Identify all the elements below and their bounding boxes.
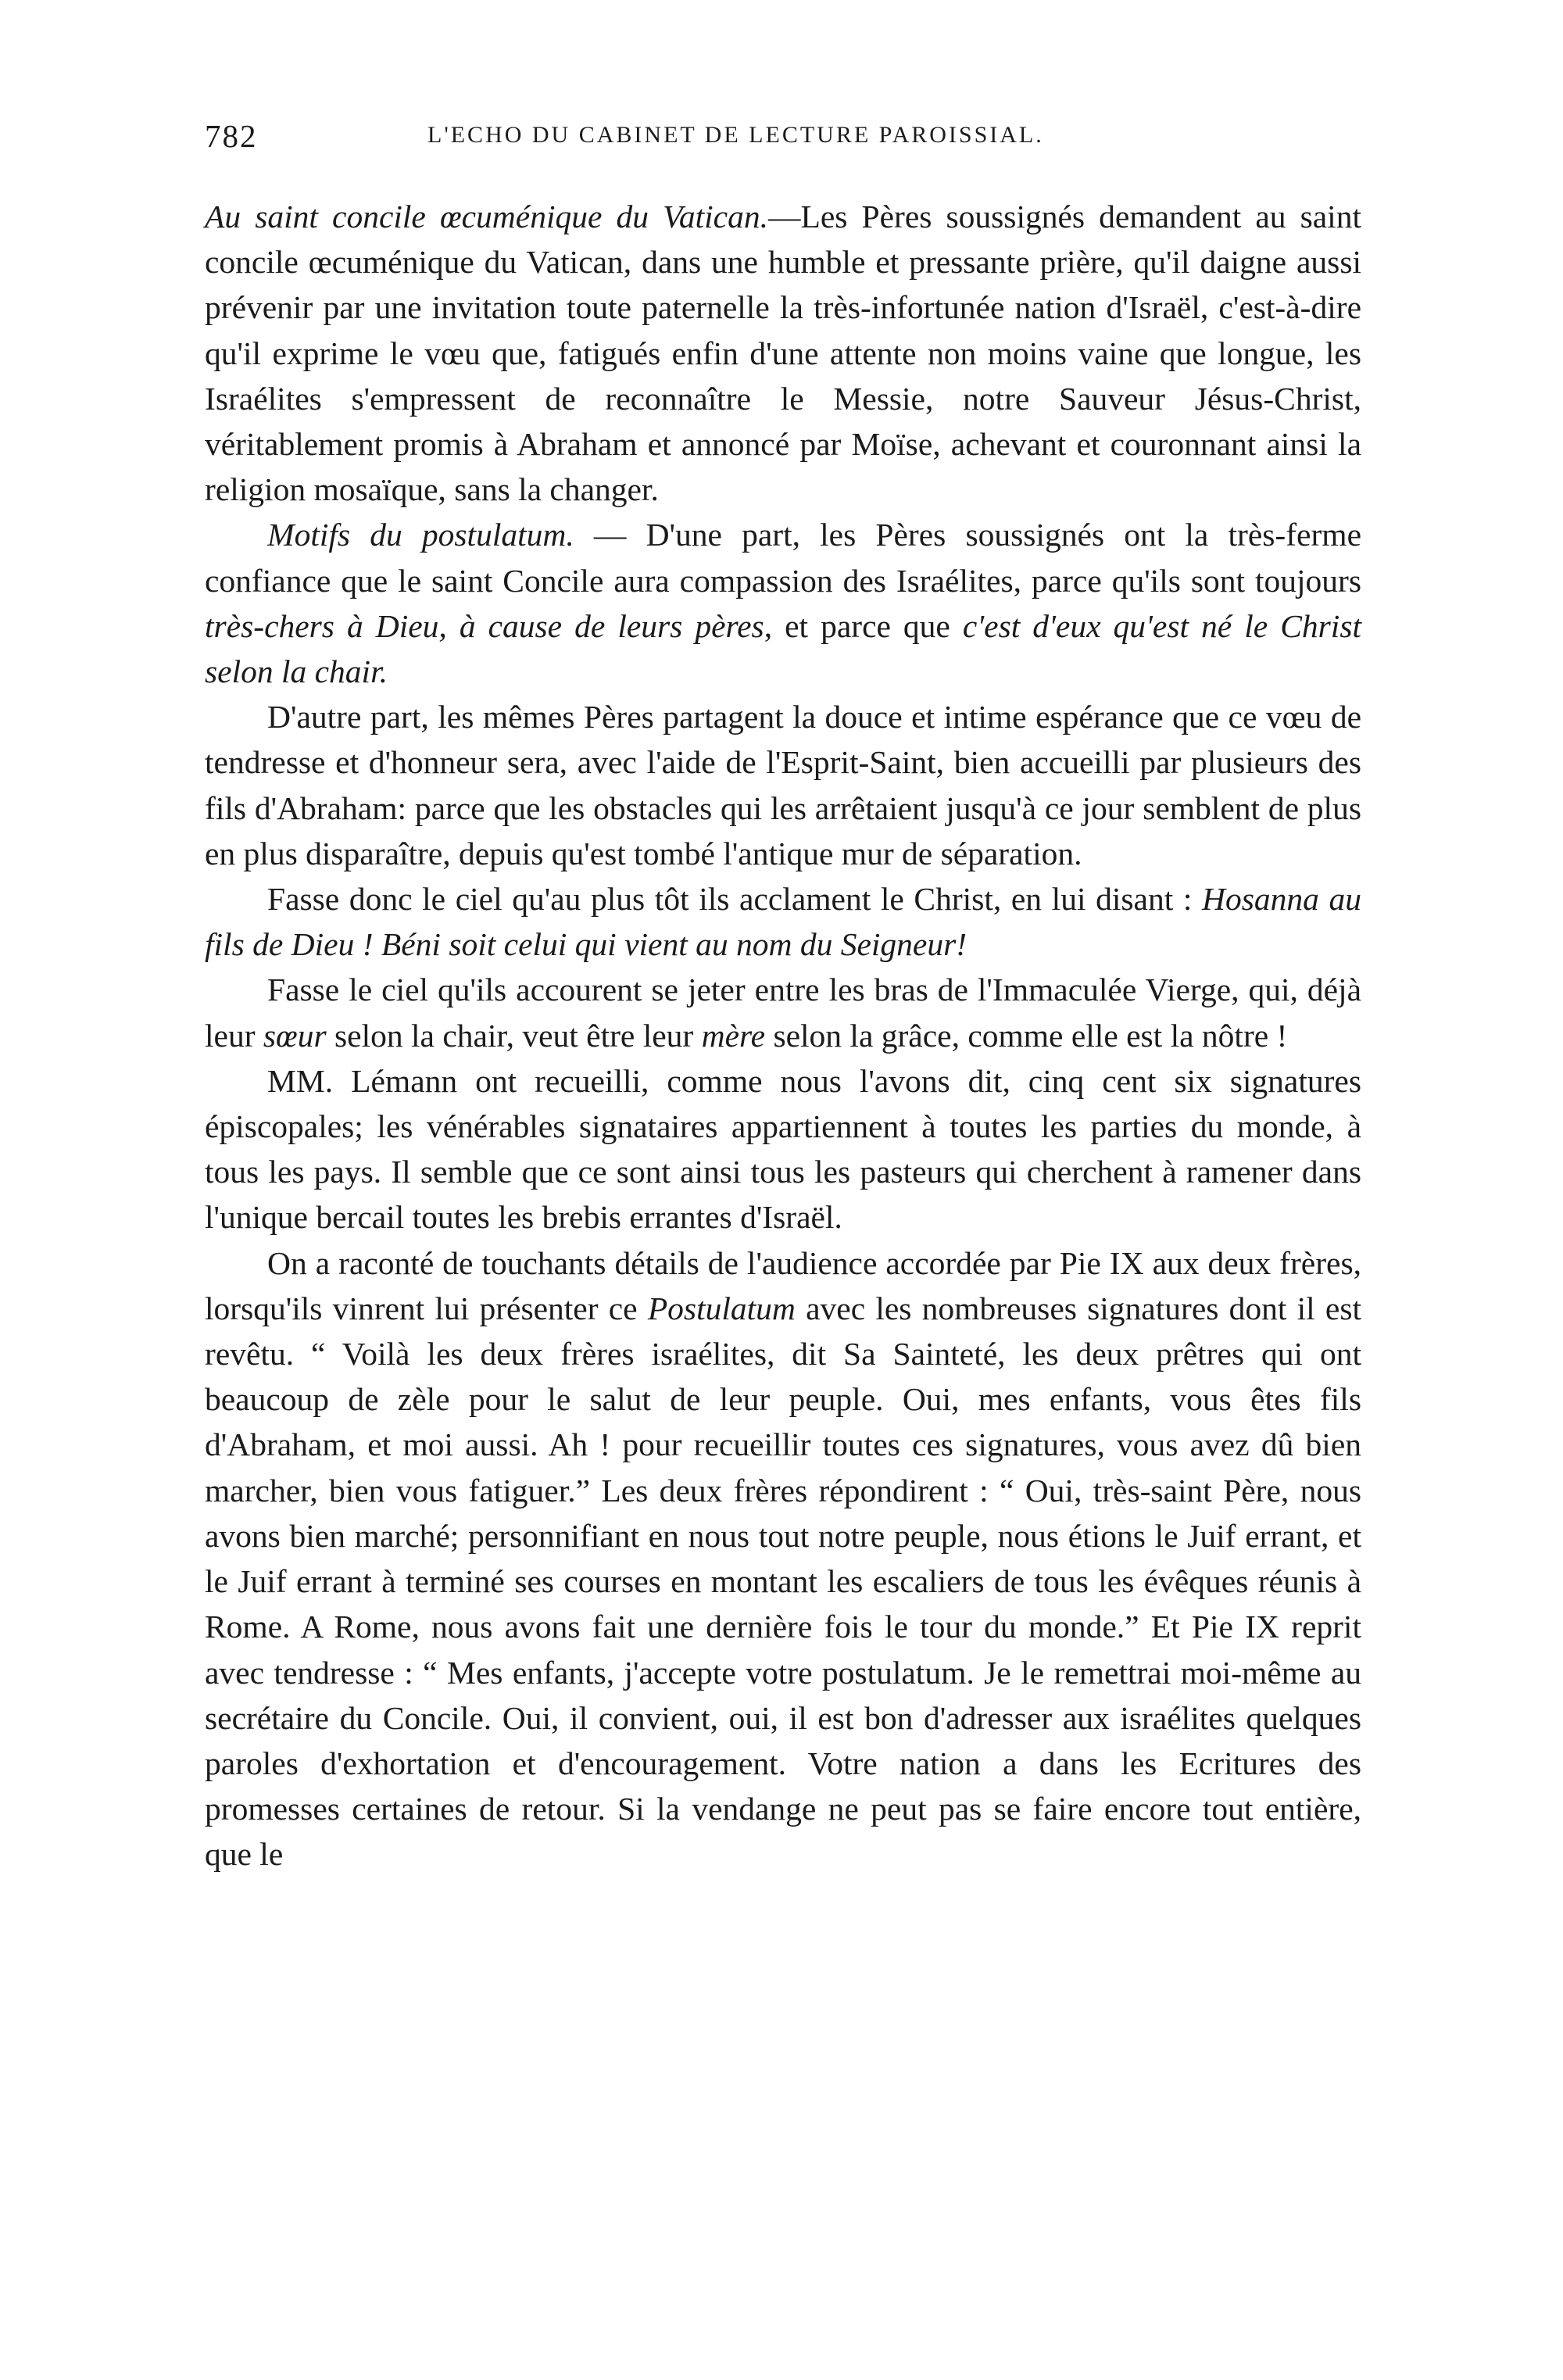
paragraph-text: D'autre part, les mêmes Pères partagent la douce et intime espérance que ce vœu de tendresse et d'honneur sera, avec l'aide de l'Esprit-Saint, bien accueilli par plusieurs des fils d'Abraham: parce que les obstacles qui les arrêtaient jusqu'à ce jour semblent de plus en plus disparaître, depuis qu'est tombé l'antique mur de séparation. (205, 699, 1361, 871)
italic-quote: c'est d'eux qu'est né le Christ selon la chair. (205, 607, 1362, 690)
paragraph-fasse-donc (205, 876, 1361, 967)
paragraph-heading: Au saint concile œcuménique du Vatican. (205, 199, 768, 234)
running-title: L'ECHO DU CABINET DE LECTURE PAROISSIAL. (427, 122, 1044, 148)
paragraph-text: Fasse donc le ciel qu'au plus tôt ils acclament le Christ, en lui disant : (267, 881, 1203, 918)
paragraph-text: — D'une part, les Pères soussignés ont la très-ferme confiance que le saint Concile aura compassion des Israélites, parce qu'ils sont toujours (205, 517, 1361, 599)
italic-word: Postulatum (647, 1290, 796, 1326)
paragraph-text: , et parce que (764, 607, 963, 644)
paragraph-text: selon la chair, veut être leur (326, 1017, 702, 1054)
paragraph-fasse-le-ciel (205, 967, 1361, 1058)
paragraph-text: selon la grâce, comme elle est la nôtre ! (765, 1017, 1288, 1054)
paragraph-audience (205, 1240, 1361, 1877)
paragraph-autre-part (205, 694, 1361, 876)
italic-quote: très-chers à Dieu, à cause de leurs pères (205, 607, 764, 644)
paragraph-concile (205, 194, 1361, 512)
paragraph-text: MM. Lémann ont recueilli, comme nous l'avons dit, cinq cent six signatures épiscopales; les vénérables signataires appartiennent à toutes les parties du monde, à tous les pays. Il semble que ce sont ainsi tous les pasteurs qui cherchent à ramener dans l'unique bercail toutes les brebis errantes d'Israël. (205, 1062, 1361, 1236)
paragraph-heading: Motifs du postulatum. (267, 517, 574, 553)
italic-word: mère (701, 1017, 766, 1054)
body-text (205, 194, 1361, 1877)
italic-word: sœur (263, 1017, 327, 1054)
paragraph-text: —Les Pères soussignés demandent au saint concile œcuménique du Vatican, dans une humble et pressante prière, qu'il daigne aussi prévenir par une invitation toute paternelle la très-infortunée nation d'Israël, c'est-à-dire qu'il exprime le vœu que, fatigués enfin d'une attente non moins vaine que longue, les Israélites s'empressent de reconnaître le Messie, notre Sauveur Jésus-Christ, véritablement promis à Abraham et annoncé par Moïse, achevant et couronnant ainsi la religion mosaïque, sans la changer. (205, 199, 1361, 508)
paragraph-motifs (205, 512, 1361, 694)
page-header (205, 117, 1377, 164)
paragraph-lemann (205, 1058, 1361, 1240)
paragraph-text: Fasse le ciel qu'ils accourent se jeter entre les bras de l'Immaculée Vierge, qui, déjà leur (205, 972, 1361, 1054)
page-number: 782 (205, 118, 258, 154)
italic-quote: Hosanna au fils de Dieu ! Béni soit celui qui vient au nom du Seigneur! (205, 881, 1362, 963)
paragraph-text: avec les nombreuses signatures dont il est revêtu. “ Voilà les deux frères israélites, dit Sa Sainteté, les deux prêtres qui ont beaucoup de zèle pour le salut de leur peuple. Oui, mes enfants, vous êtes fils d'Abraham, et moi aussi. Ah ! pour recueillir toutes ces signatures, vous avez dû bien marcher, bien vous fatiguer.” Les deux frères répondirent : “ Oui, très-saint Père, nous avons bien marché; personnifiant en nous tout notre peuple, nous étions le Juif errant, et le Juif errant à terminé ses courses en montant les escaliers de tous les évêques réunis à Rome. A Rome, nous avons fait une dernière fois le tour du monde.” Et Pie IX reprit avec tendresse : “ Mes enfants, j'accepte votre postulatum. Je le remettrai moi-même au secrétaire du Concile. Oui, il convient, oui, il est bon d'adresser aux israélites quelques paroles d'exhortation et d'encouragement. Votre nation a dans les Ecritures des promesses certaines de retour. Si la vendange ne peut pas se faire encore tout entière, que le (205, 1290, 1361, 1873)
paragraph-text: On a raconté de touchants détails de l'audience accordée par Pie IX aux deux frères, lorsqu'ils vinrent lui présenter ce (205, 1244, 1361, 1326)
